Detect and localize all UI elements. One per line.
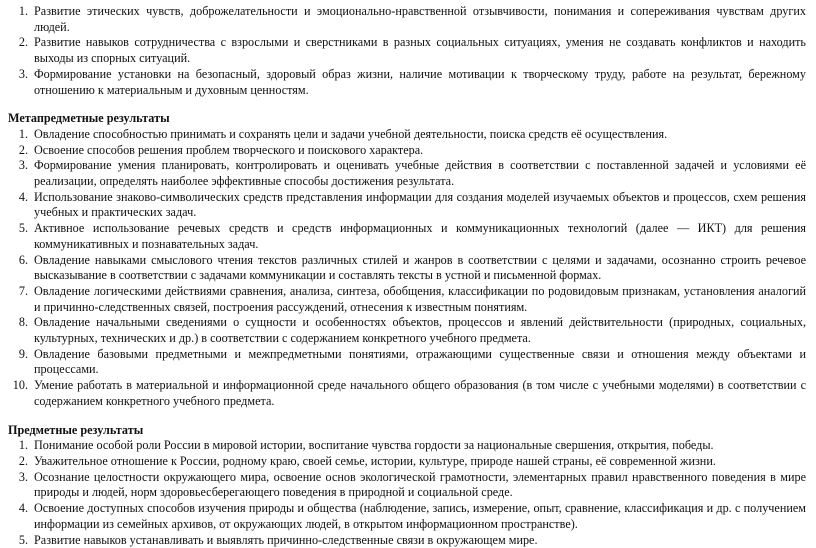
list-item-number: 1. (8, 127, 34, 143)
list-item (8, 253, 806, 284)
list-item-text: Формирование умения планировать, контролировать и оценивать учебные действия в соответствии с поставленной задачей и условиями её реализации, определять наиболее эффективные способы достижения результата. (34, 158, 806, 189)
list-item (8, 127, 806, 143)
list-item-number: 2. (8, 454, 34, 470)
list-item (8, 190, 806, 221)
list-item-text: Освоение доступных способов изучения природы и общества (наблюдение, запись, измерение, опыт, сравнение, классификация и др. с получением информации из семейных архивов, от окружающих людей, в открытом информационном пространстве). (34, 501, 806, 532)
list-item-number: 1. (8, 4, 34, 35)
list-item (8, 438, 806, 454)
list-item-number: 5. (8, 221, 34, 252)
list-item-text: Использование знаково-символических средств представления информации для создания моделей изучаемых объектов и процессов, схем решения учебных и практических задач. (34, 190, 806, 221)
list-item (8, 143, 806, 159)
list-item-text: Развитие навыков сотрудничества с взрослыми и сверстниками в разных социальных ситуациях, умения не создавать конфликтов и находить выходы из спорных ситуаций. (34, 35, 806, 66)
list-item-text: Освоение способов решения проблем творческого и поискового характера. (34, 143, 806, 159)
list-item (8, 454, 806, 470)
list-item-text: Развитие этических чувств, доброжелательности и эмоционально-нравственной отзывчивости, понимания и сопереживания чувствам других людей. (34, 4, 806, 35)
list-item-number: 8. (8, 315, 34, 346)
list-item (8, 158, 806, 189)
list-item-number: 7. (8, 284, 34, 315)
list-item-text: Овладение начальными сведениями о сущности и особенностях объектов, процессов и явлений действительности (природных, социальных, культурных, технических и др.) в соответствии с содержанием конкретного учебного предмета. (34, 315, 806, 346)
list-item-number: 4. (8, 190, 34, 221)
spacer (8, 410, 806, 423)
metasubject-results-list (8, 127, 806, 410)
list-item-number: 2. (8, 35, 34, 66)
list-item-text: Развитие навыков устанавливать и выявлять причинно-следственные связи в окружающем мире. (34, 533, 806, 548)
personal-results-list (8, 4, 806, 98)
list-item-text: Умение работать в материальной и информационной среде начального общего образования (в том числе с учебными моделями) в соответствии с содержанием конкретного учебного предмета. (34, 378, 806, 409)
list-item-number: 3. (8, 158, 34, 189)
list-item-text: Осознание целостности окружающего мира, освоение основ экологической грамотности, элементарных правил нравственного поведения в мире природы и людей, норм здоровьесберегающего поведения в природной и социальной среде. (34, 470, 806, 501)
list-item (8, 67, 806, 98)
section-heading-subject: Предметные результаты (8, 423, 806, 439)
list-item (8, 35, 806, 66)
section-heading-metasubject: Метапредметные результаты (8, 111, 806, 127)
list-item-number: 3. (8, 67, 34, 98)
list-item-number: 4. (8, 501, 34, 532)
list-item-text: Овладение базовыми предметными и межпредметными понятиями, отражающими существенные связи и отношения между объектами и процессами. (34, 347, 806, 378)
list-item (8, 470, 806, 501)
list-item-number: 10. (8, 378, 34, 409)
list-item-text: Понимание особой роли России в мировой истории, воспитание чувства гордости за национальные свершения, открытия, победы. (34, 438, 806, 454)
list-item-number: 3. (8, 470, 34, 501)
list-item-text: Овладение логическими действиями сравнения, анализа, синтеза, обобщения, классификации по родовидовым признакам, установления аналогий и причинно-следственных связей, построения рассуждений, отнесения к известным понятиям. (34, 284, 806, 315)
list-item (8, 501, 806, 532)
list-item-text: Овладение навыками смыслового чтения текстов различных стилей и жанров в соответствии с целями и задачами, осознанно строить речевое высказывание в соответствии с задачами коммуникации и составлять тексты в устной и письменной формах. (34, 253, 806, 284)
subject-results-list (8, 438, 806, 548)
list-item (8, 315, 806, 346)
list-item (8, 533, 806, 548)
spacer (8, 98, 806, 111)
list-item-number: 2. (8, 143, 34, 159)
list-item (8, 4, 806, 35)
list-item (8, 378, 806, 409)
list-item-text: Активное использование речевых средств и средств информационных и коммуникационных технологий (далее — ИКТ) для решения коммуникативных и познавательных задач. (34, 221, 806, 252)
list-item (8, 347, 806, 378)
list-item-text: Уважительное отношение к России, родному краю, своей семье, истории, культуре, природе нашей страны, её современной жизни. (34, 454, 806, 470)
list-item-number: 9. (8, 347, 34, 378)
list-item-number: 5. (8, 533, 34, 548)
list-item-number: 6. (8, 253, 34, 284)
list-item-text: Формирование установки на безопасный, здоровый образ жизни, наличие мотивации к творческому труду, работе на результат, бережному отношению к материальным и духовным ценностям. (34, 67, 806, 98)
list-item (8, 284, 806, 315)
list-item (8, 221, 806, 252)
list-item-text: Овладение способностью принимать и сохранять цели и задачи учебной деятельности, поиска средств её осуществления. (34, 127, 806, 143)
list-item-number: 1. (8, 438, 34, 454)
